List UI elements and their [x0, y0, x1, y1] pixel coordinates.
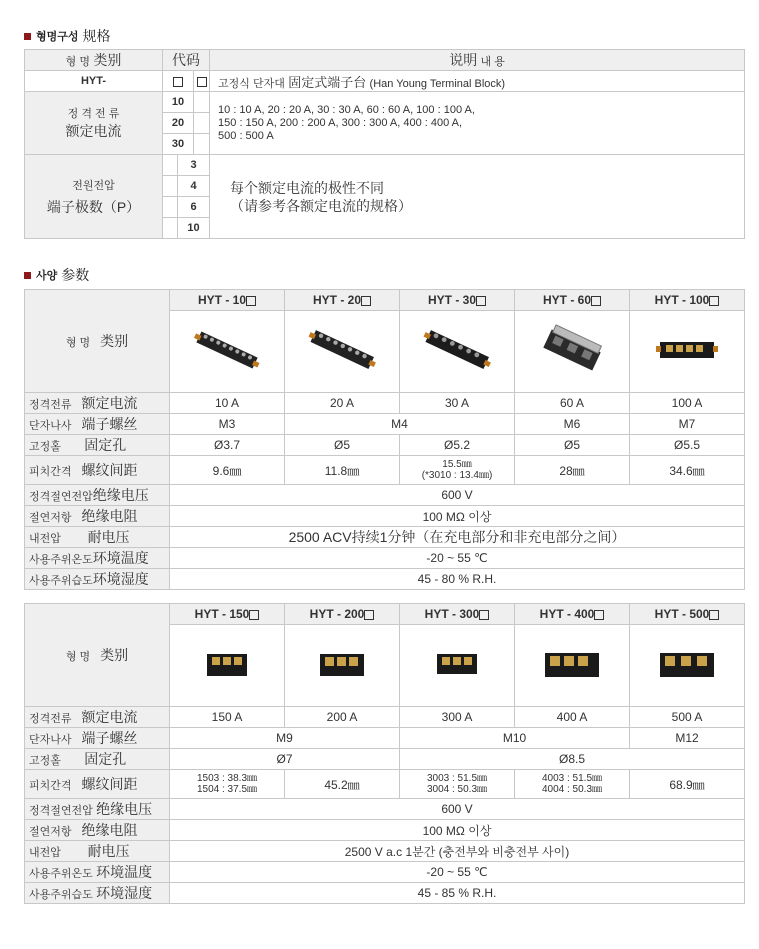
pitch-value: 4003 : 51.5㎜ 4004 : 50.3㎜ — [515, 770, 630, 799]
section-title-ko: 형명구성 — [36, 31, 79, 43]
hole-value: Ø7 — [170, 749, 400, 770]
row-label-insulation: 정격절연전압绝缘电压 — [25, 485, 170, 506]
insulation-value: 600 V — [170, 799, 745, 820]
row-label-temperature: 사용주위온도环境温度 — [25, 548, 170, 569]
model-desc: 고정식 단자대 固定式端子台 (Han Young Terminal Block) — [210, 71, 745, 92]
section-title-spec-params — [24, 267, 89, 283]
cur-code-20: 20 — [163, 113, 194, 134]
pitch-value: 9.6㎜ — [170, 456, 285, 485]
rated-current-label: 정 격 전 류 额定电流 — [25, 92, 163, 155]
screw-value: M10 — [400, 728, 630, 749]
cur-code-30: 30 — [163, 134, 194, 155]
humidity-value: 45 - 85 % R.H. — [170, 883, 745, 904]
bullet-square-icon — [24, 33, 31, 40]
current-value: 20 A — [285, 393, 400, 414]
row-label-humidity: 사용주위습도环境湿度 — [25, 569, 170, 590]
current-value: 500 A — [630, 707, 745, 728]
current-value: 30 A — [400, 393, 515, 414]
product-image-hyt-500 — [630, 625, 745, 707]
section-title-spec-config — [24, 28, 111, 44]
model-hyt-500: HYT - 500 — [630, 604, 745, 625]
row-label-current: 정격전류 额定电流 — [25, 393, 170, 414]
pole-code-10: 10 — [178, 218, 210, 239]
spec-table-small — [24, 289, 745, 590]
screw-value: M6 — [515, 414, 630, 435]
current-value: 300 A — [400, 707, 515, 728]
hole-value: Ø5.5 — [630, 435, 745, 456]
pitch-value: 45.2㎜ — [285, 770, 400, 799]
type-label: 형 명 类别 — [25, 604, 170, 707]
model-hyt-30: HYT - 30 — [400, 290, 515, 311]
screw-value: M9 — [170, 728, 400, 749]
pitch-value: 28㎜ — [515, 456, 630, 485]
pole-code-6: 6 — [178, 197, 210, 218]
product-image-hyt-300 — [400, 625, 515, 707]
current-value: 100 A — [630, 393, 745, 414]
section-title-zh: 规格 — [82, 28, 111, 44]
row-label-pitch: 피치간격 螺纹间距 — [25, 456, 170, 485]
pitch-value: 34.6㎜ — [630, 456, 745, 485]
screw-value: M3 — [170, 414, 285, 435]
insulation-value: 600 V — [170, 485, 745, 506]
product-image-hyt-20 — [285, 311, 400, 393]
product-image-hyt-10 — [170, 311, 285, 393]
type-label: 형 명 类别 — [25, 290, 170, 393]
screw-value: M7 — [630, 414, 745, 435]
code-placeholder-2 — [194, 71, 210, 92]
hole-value: Ø5.2 — [400, 435, 515, 456]
current-value: 150 A — [170, 707, 285, 728]
row-label-screw: 단자나사 端子螺丝 — [25, 728, 170, 749]
current-value: 200 A — [285, 707, 400, 728]
pole-code-4: 4 — [178, 176, 210, 197]
section-title-ko: 사양 — [36, 270, 58, 282]
pole-code-3: 3 — [178, 155, 210, 176]
poles-label: 전원전압 端子极数（P） — [25, 155, 163, 239]
model-hyt-400: HYT - 400 — [515, 604, 630, 625]
row-label-current: 정격전류 额定电流 — [25, 707, 170, 728]
row-label-resistance: 절연저항 绝缘电阻 — [25, 506, 170, 527]
hole-value: Ø3.7 — [170, 435, 285, 456]
current-value: 60 A — [515, 393, 630, 414]
row-label-hole: 고정홀 固定孔 — [25, 749, 170, 770]
hole-value: Ø8.5 — [400, 749, 745, 770]
code-placeholder-1 — [163, 71, 194, 92]
header-desc: 说明 내 용 — [210, 50, 745, 71]
screw-value: M4 — [285, 414, 515, 435]
row-label-withstand: 내전압 耐电压 — [25, 527, 170, 548]
model-hyt-10: HYT - 10 — [170, 290, 285, 311]
header-type: 형 명 类别 — [25, 50, 163, 71]
pitch-value: 3003 : 51.5㎜ 3004 : 50.3㎜ — [400, 770, 515, 799]
pitch-value: 68.9㎜ — [630, 770, 745, 799]
model-hyt-100: HYT - 100 — [630, 290, 745, 311]
model-hyt-300: HYT - 300 — [400, 604, 515, 625]
row-label-hole: 고정홀 固定孔 — [25, 435, 170, 456]
hole-value: Ø5 — [515, 435, 630, 456]
current-value: 10 A — [170, 393, 285, 414]
product-image-hyt-150 — [170, 625, 285, 707]
pitch-value: 1503 : 38.3㎜ 1504 : 37.5㎜ — [170, 770, 285, 799]
spec-table-large — [24, 603, 745, 904]
screw-value: M12 — [630, 728, 745, 749]
hole-value: Ø5 — [285, 435, 400, 456]
row-label-resistance: 절연저항 绝缘电阻 — [25, 820, 170, 841]
row-label-pitch: 피치간격 螺纹间距 — [25, 770, 170, 799]
product-image-hyt-100 — [630, 311, 745, 393]
withstand-value: 2500 V a.c 1분간 (충전부와 비충전부 사이) — [170, 841, 745, 862]
poles-desc: 每个额定电流的极性不同 （请参考各额定电流的规格） — [210, 155, 745, 239]
current-value: 400 A — [515, 707, 630, 728]
model-config-table — [24, 49, 745, 239]
model-hyt-60: HYT - 60 — [515, 290, 630, 311]
model-hyt-150: HYT - 150 — [170, 604, 285, 625]
temperature-value: -20 ~ 55 ℃ — [170, 862, 745, 883]
product-image-hyt-60 — [515, 311, 630, 393]
resistance-value: 100 MΩ 이상 — [170, 506, 745, 527]
product-image-hyt-200 — [285, 625, 400, 707]
product-image-hyt-400 — [515, 625, 630, 707]
product-image-hyt-30 — [400, 311, 515, 393]
model-hyt-200: HYT - 200 — [285, 604, 400, 625]
rated-current-desc: 10 : 10 A, 20 : 20 A, 30 : 30 A, 60 : 60 A, 100 : 100 A, 150 : 150 A, 200 : 200 A, 300 : 300 A, 400 : 400 A, 500 : 500 A — [210, 92, 745, 155]
section-title-zh: 参数 — [61, 267, 90, 283]
row-label-screw: 단자나사 端子螺丝 — [25, 414, 170, 435]
row-label-temperature: 사용주위온도 环境温度 — [25, 862, 170, 883]
bullet-square-icon — [24, 272, 31, 279]
resistance-value: 100 MΩ 이상 — [170, 820, 745, 841]
header-code: 代码 — [163, 50, 210, 71]
withstand-value: 2500 ACV持续1分钟（在充电部分和非充电部分之间） — [170, 527, 745, 548]
temperature-value: -20 ~ 55 ℃ — [170, 548, 745, 569]
row-label-withstand: 내전압 耐电压 — [25, 841, 170, 862]
model-prefix: HYT- — [25, 71, 163, 92]
pitch-value: 15.5㎜ (*3010 : 13.4㎜) — [400, 456, 515, 485]
row-label-humidity: 사용주위습도 环境湿度 — [25, 883, 170, 904]
pitch-value: 11.8㎜ — [285, 456, 400, 485]
model-hyt-20: HYT - 20 — [285, 290, 400, 311]
cur-code-10: 10 — [163, 92, 194, 113]
humidity-value: 45 - 80 % R.H. — [170, 569, 745, 590]
row-label-insulation: 정격절연전압 绝缘电压 — [25, 799, 170, 820]
